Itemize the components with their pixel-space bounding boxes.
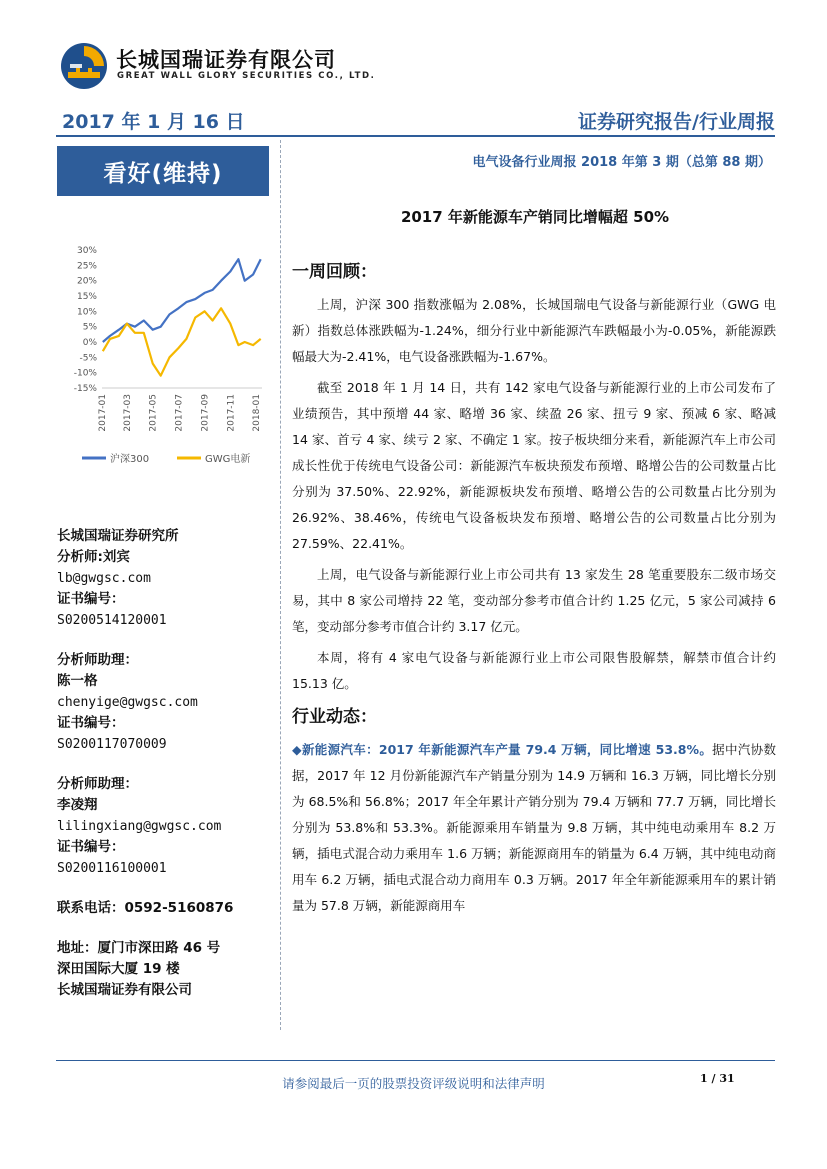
x-tick-label: 2017-09 <box>200 394 211 432</box>
report-type: 证券研究报告/行业周报 <box>578 111 775 133</box>
analyst-2-email[interactable]: chenyige@gwgsc.com <box>57 695 198 710</box>
paragraph-5-lead: ◆新能源汽车：2017 年新能源汽车产量 79.4 万辆，同比增速 53.8%。 <box>292 742 713 757</box>
x-tick-label: 2018-01 <box>252 394 263 432</box>
footer-disclaimer: 请参阅最后一页的股票投资评级说明和法律声明 <box>282 1076 545 1091</box>
paragraph-5 <box>292 737 776 919</box>
analyst-2-label: 分析师助理： <box>57 652 138 668</box>
paragraph-5-body: 据中汽协数据，2017 年 12 月份新能源汽车产销量分别为 14.9 万辆和 16.3 万辆，同比增长分别为 68.5%和 56.8%；2017 年全年累计产销分别为 79.4 万辆和 77.7 万辆，同比增长分别为 53.8%和 53.3%。新能源乘用车销量为 9.8 万辆，其中纯电动乘用车 8.2 万辆，插电式混合动力乘用车 1.6 万辆；新能源商用车的销量为 6.4 万辆，其中纯电动商用车 6.2 万辆，插电式混合动力商用车 0.3 万辆。2017 年全年新能源乘用车的累计销量为 57.8 万辆，新能源商用车 <box>292 742 776 913</box>
page-number: 1 / 31 <box>700 1072 735 1085</box>
analyst-3-cert-label: 证书编号： <box>57 839 125 855</box>
x-tick-label: 2017-07 <box>174 394 185 432</box>
analyst-3-label: 分析师助理： <box>57 776 138 792</box>
main-content <box>292 258 776 924</box>
y-tick-label: 10% <box>76 307 97 318</box>
analyst-3-email[interactable]: lilingxiang@gwgsc.com <box>57 819 222 834</box>
legend-label-2: GWG电新 <box>205 454 251 465</box>
section-heading-weekly-review: 一周回顾： <box>292 262 377 282</box>
legend-label-1: 沪深300 <box>110 454 150 465</box>
x-tick-label: 2017-03 <box>122 394 133 432</box>
paragraph-4: 本周，将有 4 家电气设备与新能源行业上市公司限售股解禁，解禁市值合计约 15.13 亿。 <box>292 650 776 691</box>
analyst-1-email[interactable]: lb@gwgsc.com <box>57 571 151 586</box>
contact-phone: 联系电话：0592-5160876 <box>57 900 234 916</box>
analyst-2-cert-label: 证书编号： <box>57 715 125 731</box>
article-title: 2017 年新能源车产销同比增幅超 50% <box>400 208 670 226</box>
analyst-3-cert: S0200116100001 <box>57 861 167 876</box>
y-tick-label: 5% <box>82 322 97 333</box>
analyst-1-label: 分析师:刘宾 <box>57 549 130 565</box>
analyst-3-name: 李凌翔 <box>57 797 98 813</box>
series-line-1 <box>103 259 261 342</box>
company-name-en: GREAT WALL GLORY SECURITIES CO., LTD. <box>117 71 376 81</box>
y-tick-label: -15% <box>73 384 97 394</box>
y-tick-label: 15% <box>76 292 97 302</box>
rating-badge: 看好(维持) <box>57 146 269 196</box>
analyst-sidebar <box>57 526 277 1001</box>
footer-rule <box>56 1060 775 1061</box>
y-tick-label: -10% <box>73 368 97 379</box>
report-date: 2017 年 1 月 16 日 <box>62 111 245 133</box>
y-tick-label: 0% <box>82 338 97 348</box>
address-line-1: 地址：厦门市深田路 46 号 <box>57 940 221 956</box>
y-tick-label: 30% <box>76 246 97 256</box>
paragraph-2: 截至 2018 年 1 月 14 日，共有 142 家电气设备与新能源行业的上市公司发布了业绩预告，其中预增 44 家、略增 36 家、续盈 26 家、扭亏 9 家、预减 6 家、略减 14 家、首亏 4 家、续亏 2 家、不确定 1 家。按子板块细分来看，新能源汽车上市公司成长性优于传统电气设备公司：新能源汽车板块预发布预增、略增公告的公司数量占比分别为 37.50%、22.92%，新能源板块发布预增、略增公告的公司数量占比分别为 26.92%、38.46%，传统电气设备板块发布预增、略增公告的公司数量占比分别为 27.59%、22.41%。 <box>292 380 776 551</box>
great-wall-logo-icon <box>60 42 108 90</box>
x-tick-label: 2017-11 <box>226 394 237 432</box>
performance-chart <box>62 236 276 472</box>
analyst-2-name: 陈一格 <box>57 673 98 689</box>
x-tick-label: 2017-01 <box>98 394 108 432</box>
issue-line: 电气设备行业周报 2018 年第 3 期（总第 88 期） <box>472 155 771 170</box>
company-name-cn: 长城国瑞证券有限公司 <box>116 48 336 72</box>
header-rule <box>56 135 775 137</box>
paragraph-1: 上周，沪深 300 指数涨幅为 2.08%，长城国瑞电气设备与新能源行业（GWG 电新）指数总体涨跌幅为-1.24%，细分行业中新能源汽车跌幅最小为-0.05%，新能源跌幅最大为-2.41%，电气设备涨跌幅为-1.67%。 <box>292 297 776 364</box>
section-heading-industry-news: 行业动态： <box>292 707 377 727</box>
y-tick-label: 25% <box>76 261 97 272</box>
y-tick-label: 20% <box>76 276 97 287</box>
series-line-2 <box>103 308 261 375</box>
address-line-3: 长城国瑞证券有限公司 <box>57 982 192 998</box>
address-line-2: 深田国际大厦 19 楼 <box>57 961 180 977</box>
y-tick-label: -5% <box>79 353 97 364</box>
analyst-1-cert: S0200514120001 <box>57 613 167 628</box>
column-divider <box>280 140 281 1030</box>
analyst-1-cert-label: 证书编号： <box>57 591 125 607</box>
institute-name: 长城国瑞证券研究所 <box>57 528 179 544</box>
paragraph-3: 上周，电气设备与新能源行业上市公司共有 13 家发生 28 笔重要股东二级市场交易，其中 8 家公司增持 22 笔，变动部分参考市值合计约 1.25 亿元，5 家公司减持 6 笔，变动部分参考市值合计约 3.17 亿元。 <box>292 567 776 634</box>
x-tick-label: 2017-05 <box>148 394 159 432</box>
analyst-2-cert: S0200117070009 <box>57 737 167 752</box>
